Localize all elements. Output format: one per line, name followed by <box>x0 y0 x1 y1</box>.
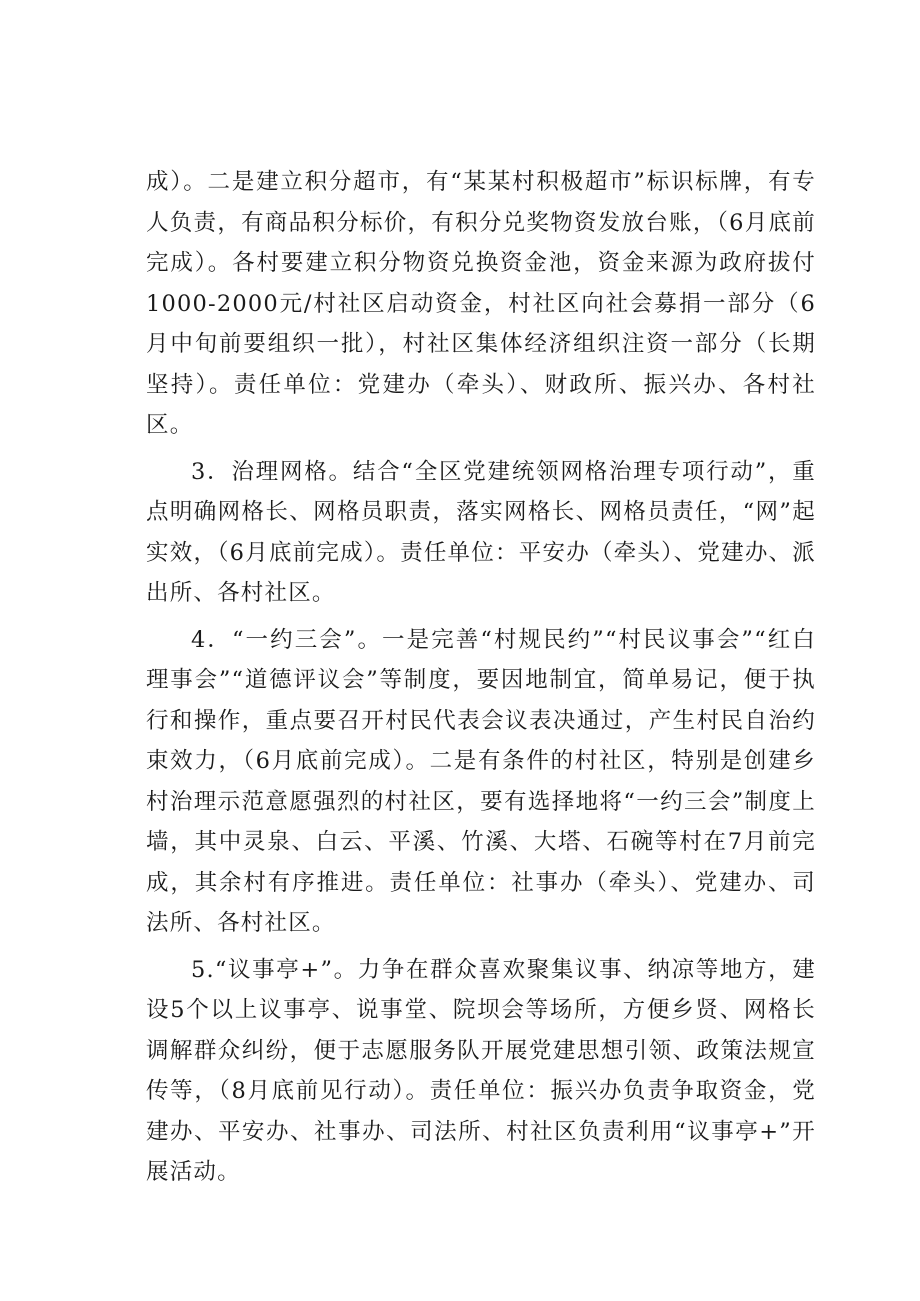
paragraph-points-supermarket: 成）。二是建立积分超市，有“某某村积极超市”标识标牌，有专人负责，有商品积分标价，有积分兑奖物资发放台账，（6月底前完成）。各村要建立积分物资兑换资金池，资金来源为政府拔付1000-2000元/村社区启动资金，村社区向社会募捐一部分（6月中旬前要组织一批），村社区集体经济组织注资一部分（长期坚持）。责任单位：党建办（牵头）、财政所、振兴办、各村社区。 <box>146 169 816 438</box>
paragraph-discussion-pavilion: 5.“议事亭+”。力争在群众喜欢聚集议事、纳凉等地方，建设5个以上议事亭、说事堂、院坝会等场所，方便乡贤、网格长调解群众纠纷，便于志愿服务队开展党建思想引领、政策法规宣传等，（8月底前见行动）。责任单位：振兴办负责争取资金，党建办、平安办、社事办、司法所、村社区负责利用“议事亭+”开展活动。 <box>146 956 816 1185</box>
document-body <box>146 162 816 1199</box>
paragraph-governance-grid: 3．治理网格。结合“全区党建统领网格治理专项行动”，重点明确网格长、网格员职责，落实网格长、网格员责任，“网”起实效，（6月底前完成）。责任单位：平安办（牵头）、党建办、派出所、各村社区。 <box>146 458 816 606</box>
paragraph-one-covenant-three-councils: 4．“一约三会”。一是完善“村规民约”“村民议事会”“红白理事会”“道德评议会”等制度，要因地制宜，简单易记，便于执行和操作，重点要召开村民代表会议表决通过，产生村民自治约束效力，（6月底前完成）。二是有条件的村社区，特别是创建乡村治理示范意愿强烈的村社区，要有选择地将“一约三会”制度上墙，其中灵泉、白云、平溪、竹溪、大塔、石碗等村在7月前完成，其余村有序推进。责任单位：社事办（牵头）、党建办、司法所、各村社区。 <box>146 626 816 936</box>
